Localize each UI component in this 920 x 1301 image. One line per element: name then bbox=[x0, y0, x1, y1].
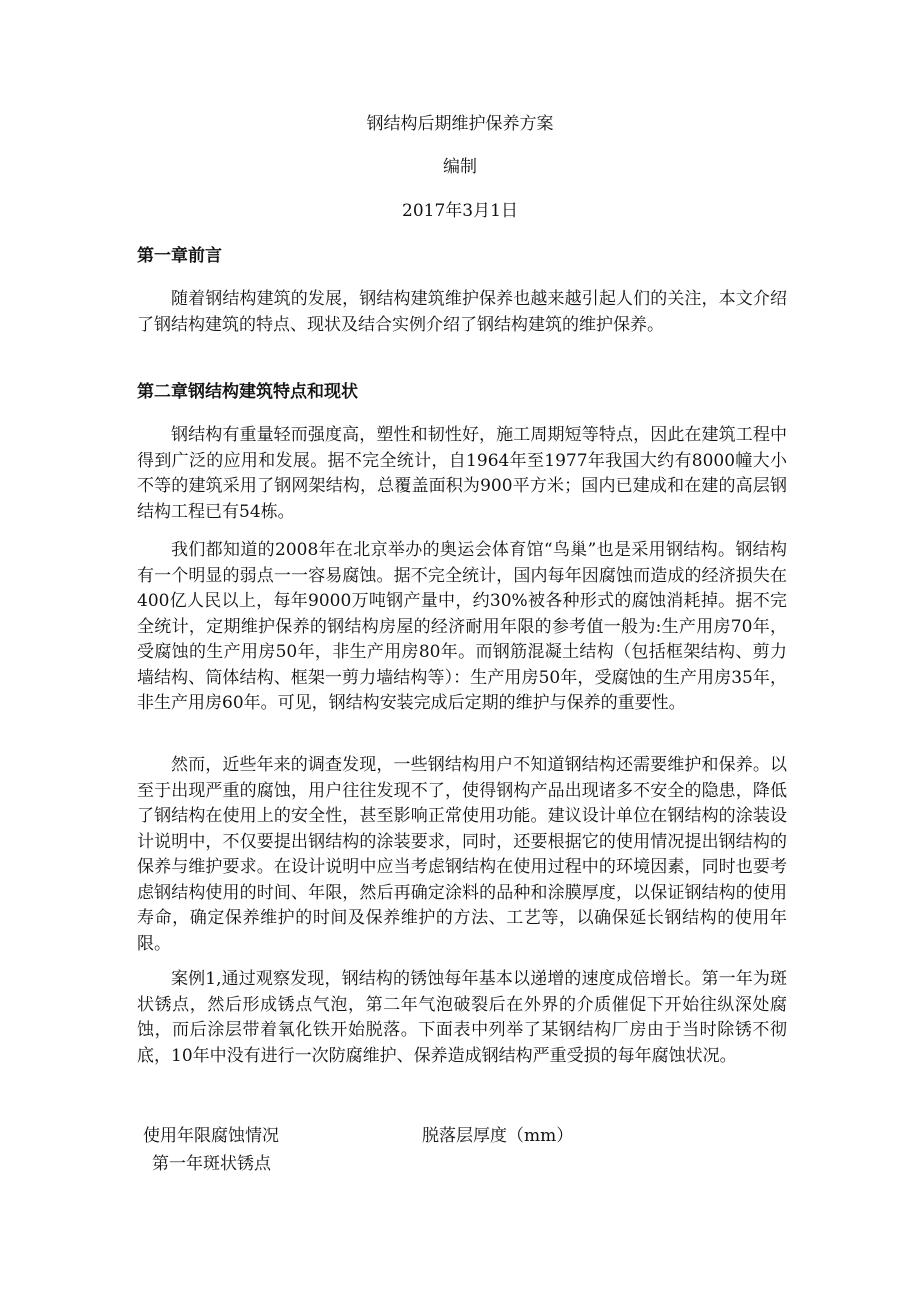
chapter2-heading: 第二章钢结构建筑特点和现状 bbox=[137, 382, 358, 402]
chapter2-paragraph-3: 然而，近些年来的调查发现，一些钢结构用户不知道钢结构还需要维护和保养。以至于出现严重的腐蚀，用户往往发现不了，使得钢构产品出现诸多不安全的隐患，降低了钢结构在使用上的安全性，甚至影响正常使用功能。建议设计单位在钢结构的涂装设计说明中，不仅要提出钢结构的涂装要求，同时，还要根据它的使用情况提出钢结构的保养与维护要求。在设计说明中应当考虑钢结构在使用过程中的环境因素，同时也要考虑钢结构使用的时间、年限，然后再确定涂料的品种和涂膜厚度，以保证钢结构的使用寿命，确定保养维护的时间及保养维护的方法、工艺等，以确保延长钢结构的使用年限。 bbox=[137, 755, 787, 954]
author-line: 编制 bbox=[443, 157, 477, 177]
chapter2-paragraph-2: 我们都知道的2008年在北京举办的奥运会体育馆“鸟巢”也是采用钢结构。钢结构有一个明显的弱点一一容易腐蚀。据不完全统计，国内每年因腐蚀而造成的经济损失在400亿人民以上，每年9000万吨钢产量中，约30%被各种形式的腐蚀消耗掉。据不完全统计，定期维护保养的钢结构房屋的经济耐用年限的参考值一般为:生产用房70年，受腐蚀的生产用房50年，非生产用房80年。而钢筋混凝土结构（包括框架结构、剪力墙结构、筒体结构、框架一剪力墙结构等）：生产用房50年，受腐蚀的生产用房35年，非生产用房60年。可见，钢结构安装完成后定期的维护与保养的重要性。 bbox=[137, 540, 787, 713]
table-header-peel-thickness: 脱落层厚度（mm） bbox=[422, 1126, 574, 1146]
table-header-usage-years: 使用年限腐蚀情况 bbox=[143, 1126, 279, 1146]
chapter2-paragraph-1: 钢结构有重量轻而强度高，塑性和韧性好，施工周期短等特点，因此在建筑工程中得到广泛的应用和发展。据不完全统计，自1964年至1977年我国大约有8000幢大小不等的建筑采用了钢网架结构，总覆盖面积为900平方米；国内已建成和在建的高层钢结构工程已有54栋。 bbox=[137, 425, 787, 522]
chapter2-paragraph-4: 案例1,通过观察发现，钢结构的锈蚀每年基本以递增的速度成倍增长。第一年为斑状锈点，然后形成锈点气泡，第二年气泡破裂后在外界的介质催促下开始往纵深处腐蚀，而后涂层带着氧化铁开始脱落。下面表中列举了某钢结构厂房由于当时除锈不彻底，10年中没有进行一次防腐维护、保养造成钢结构严重受损的每年腐蚀状况。 bbox=[137, 969, 787, 1066]
chapter1-paragraph-1: 随着钢结构建筑的发展，钢结构建筑维护保养也越来越引起人们的关注，本文介绍了钢结构建筑的特点、现状及结合实例介绍了钢结构建筑的维护保养。 bbox=[137, 289, 787, 335]
document-title: 钢结构后期维护保养方案 bbox=[366, 114, 554, 134]
document-date: 2017年3月1日 bbox=[402, 201, 518, 221]
chapter1-heading: 第一章前言 bbox=[137, 246, 222, 266]
table-row-label: 第一年斑状锈点 bbox=[152, 1154, 271, 1174]
